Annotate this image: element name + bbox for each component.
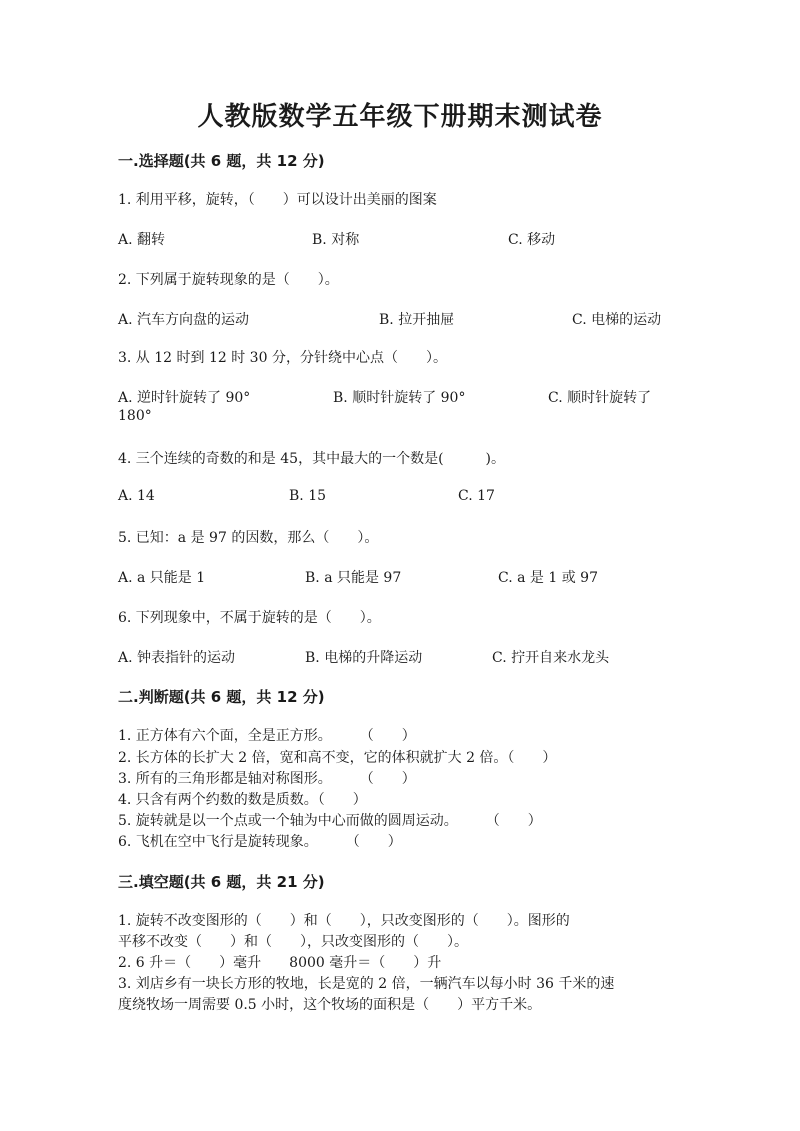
section-heading-fill-blank: 三.填空题(共 6 题，共 21 分) [118, 873, 325, 891]
question-text: 3. 从 12 时到 12 时 30 分，分针绕中心点（ ）。 [118, 350, 447, 366]
option-b: B. 对称 [312, 232, 360, 248]
option-a: A. 14 [118, 488, 155, 504]
option-c-continuation: 180° [118, 408, 152, 424]
option-b: B. 拉开抽屉 [379, 312, 455, 328]
fill-item-continuation: 平移不改变（ ）和（ ），只改变图形的（ ）。 [118, 934, 468, 950]
question-text: 1. 利用平移，旋转，（ ）可以设计出美丽的图案 [118, 192, 437, 208]
question-text: 4. 三个连续的奇数的和是 45，其中最大的一个数是( )。 [118, 451, 505, 467]
option-a: A. 汽车方向盘的运动 [118, 312, 250, 328]
fill-item: 3. 刘店乡有一块长方形的牧地，长是宽的 2 倍，一辆汽车以每小时 36 千米的速 [118, 976, 615, 992]
option-a: A. 逆时针旋转了 90° [118, 390, 251, 406]
question-text: 6. 下列现象中，不属于旋转的是（ ）。 [118, 610, 381, 626]
option-a: A. a 只能是 1 [118, 570, 206, 586]
fill-item: 2. 6 升＝（ ）毫升 8000 毫升＝（ ）升 [118, 955, 442, 971]
page-title: 人教版数学五年级下册期末测试卷 [197, 102, 603, 132]
judgment-item: 5. 旋转就是以一个点或一个轴为中心而做的圆周运动。 （ ） [118, 813, 542, 829]
option-c: C. 电梯的运动 [572, 312, 662, 328]
section-heading-choice: 一.选择题(共 6 题，共 12 分) [118, 152, 325, 170]
option-b: B. 顺时针旋转了 90° [333, 390, 466, 406]
option-c: C. 顺时针旋转了 [548, 390, 652, 406]
question-text: 5. 已知：a 是 97 的因数，那么（ ）。 [118, 530, 379, 546]
judgment-item: 6. 飞机在空中飞行是旋转现象。 （ ） [118, 834, 402, 850]
judgment-item: 1. 正方体有六个面，全是正方形。 （ ） [118, 728, 416, 744]
judgment-item: 4. 只含有两个约数的数是质数。（ ） [118, 792, 367, 808]
option-b: B. a 只能是 97 [305, 570, 402, 586]
option-c: C. a 是 1 或 97 [498, 570, 598, 586]
option-c: C. 拧开自来水龙头 [492, 650, 610, 666]
section-heading-judgment: 二.判断题(共 6 题，共 12 分) [118, 688, 325, 706]
option-c: C. 移动 [508, 232, 556, 248]
option-b: B. 电梯的升降运动 [305, 650, 423, 666]
judgment-item: 3. 所有的三角形都是轴对称图形。 （ ） [118, 771, 416, 787]
option-a: A. 翻转 [118, 232, 166, 248]
option-b: B. 15 [289, 488, 327, 504]
fill-item: 1. 旋转不改变图形的（ ）和（ ），只改变图形的（ ）。图形的 [118, 913, 570, 929]
question-text: 2. 下列属于旋转现象的是（ ）。 [118, 272, 339, 288]
option-c: C. 17 [458, 488, 495, 504]
option-a: A. 钟表指针的运动 [118, 650, 236, 666]
fill-item-continuation: 度绕牧场一周需要 0.5 小时，这个牧场的面积是（ ）平方千米。 [118, 997, 542, 1013]
judgment-item: 2. 长方体的长扩大 2 倍，宽和高不变，它的体积就扩大 2 倍。（ ） [118, 750, 557, 766]
